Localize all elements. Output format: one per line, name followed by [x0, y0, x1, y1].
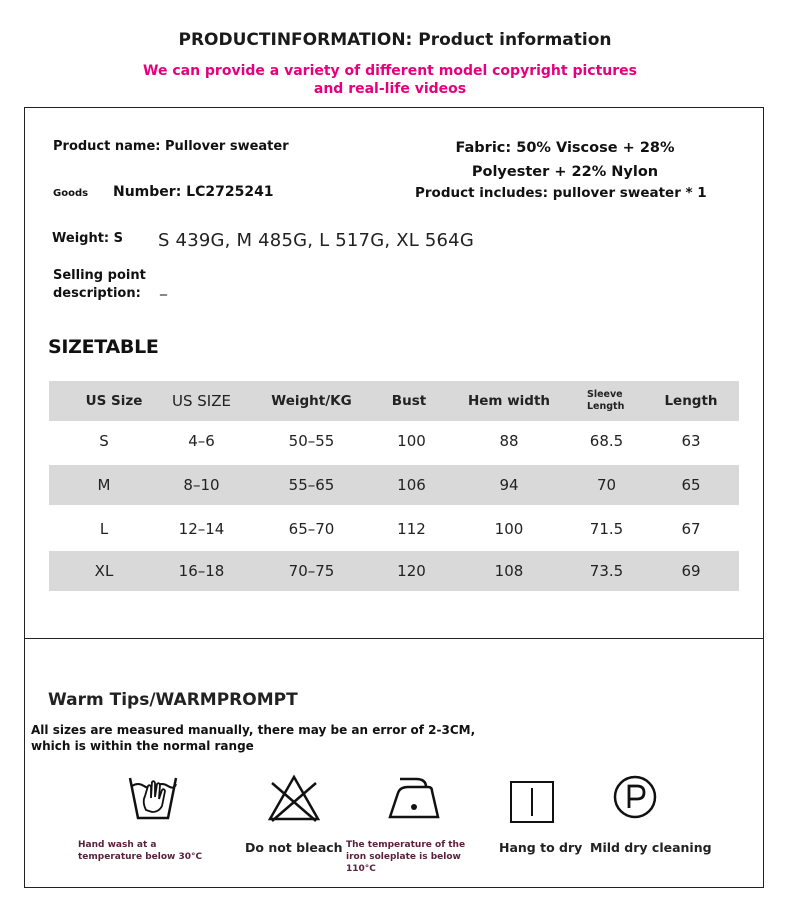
cell-us-size: 12–14	[178, 520, 225, 538]
hand-wash-label: Hand wash at a temperature below 30°C	[78, 840, 203, 862]
cell-length: 67	[681, 520, 701, 538]
cell-sleeve-length: 70	[596, 476, 617, 494]
cell-size: S	[99, 432, 109, 450]
cell-bust: 100	[397, 432, 426, 450]
dry-clean-label: Mild dry cleaning	[590, 840, 712, 855]
cell-length: 65	[681, 476, 701, 494]
cell-length: 69	[681, 562, 701, 580]
weight-values: S 439G, M 485G, L 517G, XL 564G	[158, 230, 474, 251]
cell-us-size: 16–18	[178, 562, 225, 580]
col-header-length: Length	[664, 393, 718, 409]
do-not-bleach-label: Do not bleach	[245, 840, 343, 855]
hand-wash-icon	[128, 772, 178, 824]
cell-size: XL	[94, 562, 114, 580]
hang-to-dry-icon	[509, 780, 555, 824]
cell-bust: 106	[397, 476, 426, 494]
cell-bust: 112	[397, 520, 426, 538]
iron-110-icon	[386, 775, 442, 821]
table-row	[49, 465, 739, 505]
goods-label: Goods	[53, 188, 89, 199]
cell-hem-width: 108	[494, 562, 524, 580]
cell-bust: 120	[397, 562, 426, 580]
cell-size: L	[99, 520, 109, 538]
measurement-note: All sizes are measured manually, there may be an error of 2-3CM, which is within the normal range	[31, 723, 476, 753]
cell-hem-width: 94	[499, 476, 519, 494]
cell-weight: 70–75	[288, 562, 335, 580]
product-includes: Product includes: pullover sweater * 1	[415, 185, 707, 201]
hang-to-dry-label: Hang to dry	[499, 840, 583, 855]
table-header-row	[49, 381, 739, 421]
page-title: PRODUCTINFORMATION: Product information	[178, 30, 612, 50]
selling-point-value: _	[160, 280, 167, 296]
col-header-us-size: US Size	[85, 393, 143, 409]
cell-size: M	[97, 476, 111, 494]
cell-hem-width: 88	[499, 432, 519, 450]
cell-sleeve-length: 71.5	[589, 520, 624, 538]
do-not-bleach-icon	[266, 773, 322, 823]
cell-sleeve-length: 73.5	[589, 562, 624, 580]
col-header-us-size-range: US SIZE	[172, 392, 231, 410]
cell-sleeve-length: 68.5	[589, 432, 624, 450]
cell-weight: 50–55	[288, 432, 335, 450]
col-header-hem-width: Hem width	[467, 393, 551, 409]
dry-clean-p-icon	[612, 774, 658, 820]
selling-point-label: Selling point description:	[53, 268, 146, 301]
cell-hem-width: 100	[494, 520, 524, 538]
col-header-sleeve-length: Sleeve Length	[587, 389, 625, 412]
cell-us-size: 8–10	[183, 476, 220, 494]
cell-length: 63	[681, 432, 701, 450]
table-row	[49, 551, 739, 591]
cell-weight: 65–70	[288, 520, 335, 538]
table-row	[49, 509, 739, 549]
product-number: Number: LC2725241	[113, 184, 274, 200]
product-name: Product name: Pullover sweater	[53, 139, 289, 154]
cell-us-size: 4–6	[188, 432, 215, 450]
cell-weight: 55–65	[288, 476, 335, 494]
weight-label: Weight: S	[52, 231, 124, 246]
iron-label: The temperature of the iron soleplate is below 110°C	[346, 840, 466, 874]
size-table-title: SIZETABLE	[48, 336, 159, 358]
table-row	[49, 421, 739, 461]
page-subtitle: We can provide a variety of different model copyright pictures and real-life videos	[143, 63, 637, 97]
col-header-bust: Bust	[391, 393, 427, 409]
col-header-weight: Weight/KG	[271, 393, 352, 409]
fabric-composition: Fabric: 50% Viscose + 28% Polyester + 22% Nylon	[455, 140, 675, 180]
warm-tips-title: Warm Tips/WARMPROMPT	[48, 690, 298, 710]
